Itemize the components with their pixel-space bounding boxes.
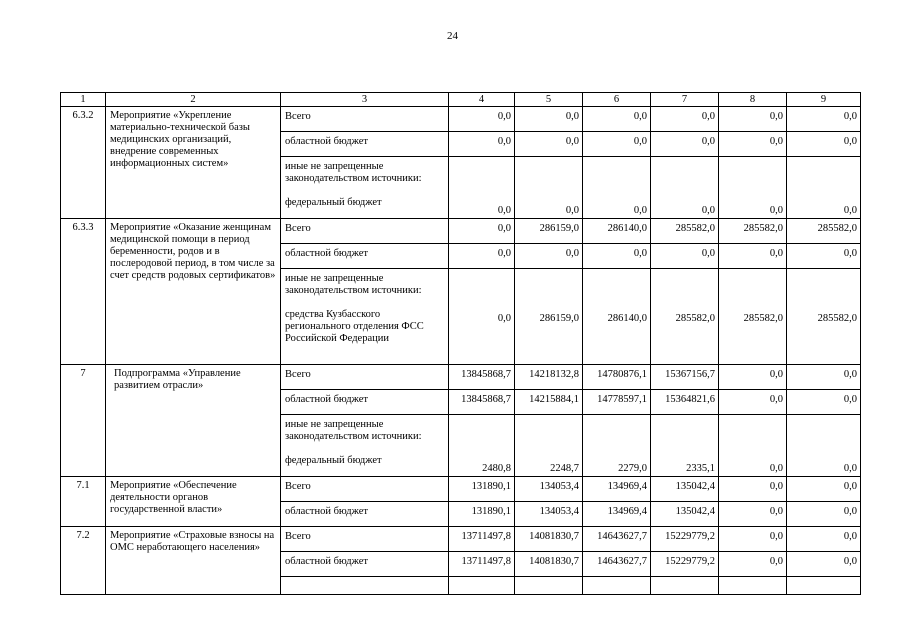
- funding-source: Всего: [281, 107, 449, 132]
- value-cell: 14778597,1: [583, 390, 651, 415]
- value-cell: 0,0: [651, 244, 719, 269]
- value-cell: 286159,0: [515, 219, 583, 244]
- value-cell: 0,0: [583, 132, 651, 157]
- value-cell: 0,0: [719, 390, 787, 415]
- funding-source-group: [281, 157, 449, 219]
- value-cell: 14643627,7: [583, 552, 651, 577]
- other-sources-note: иные не запрещенные законодательством источники:: [285, 273, 422, 296]
- value-cell: 134053,4: [515, 477, 583, 502]
- funding-source: областной бюджет: [281, 552, 449, 577]
- column-header: 9: [787, 93, 861, 107]
- funding-source: областной бюджет: [281, 132, 449, 157]
- value-cell: 286140,0: [583, 219, 651, 244]
- value-cell: 13711497,8: [449, 527, 515, 552]
- empty-cell: [515, 577, 583, 595]
- value-cell: 14643627,7: [583, 527, 651, 552]
- value-cell: 0,0: [449, 157, 515, 219]
- funding-source: областной бюджет: [281, 390, 449, 415]
- value-cell: 0,0: [787, 527, 861, 552]
- value-cell: 0,0: [449, 132, 515, 157]
- value-cell: 135042,4: [651, 477, 719, 502]
- value-cell: 0,0: [583, 107, 651, 132]
- value-cell: 0,0: [449, 244, 515, 269]
- empty-cell: [651, 577, 719, 595]
- value-cell: 134969,4: [583, 502, 651, 527]
- value-cell: 2480,8: [449, 415, 515, 477]
- value-cell: 15229779,2: [651, 527, 719, 552]
- column-header: 4: [449, 93, 515, 107]
- value-cell: 134053,4: [515, 502, 583, 527]
- table-row: [61, 477, 861, 502]
- empty-cell: [281, 577, 449, 595]
- value-cell: 135042,4: [651, 502, 719, 527]
- value-cell: 0,0: [719, 477, 787, 502]
- value-cell: 2335,1: [651, 415, 719, 477]
- empty-cell: [719, 577, 787, 595]
- funding-source: Всего: [281, 527, 449, 552]
- funding-source: областной бюджет: [281, 244, 449, 269]
- value-cell: 14780876,1: [583, 365, 651, 390]
- value-cell: 14081830,7: [515, 552, 583, 577]
- value-cell: 286159,0: [515, 269, 583, 365]
- value-cell: 0,0: [515, 107, 583, 132]
- row-number: 7.2: [61, 527, 106, 595]
- page-number: 24: [447, 30, 458, 42]
- budget-table: [60, 92, 861, 595]
- value-cell: 0,0: [651, 107, 719, 132]
- row-number: 6.3.3: [61, 219, 106, 365]
- value-cell: 15367156,7: [651, 365, 719, 390]
- value-cell: 285582,0: [651, 269, 719, 365]
- other-sources-note: иные не запрещенные законодательством источники:: [285, 419, 422, 442]
- value-cell: 0,0: [787, 502, 861, 527]
- value-cell: 0,0: [787, 415, 861, 477]
- value-cell: 0,0: [719, 502, 787, 527]
- value-cell: 285582,0: [787, 269, 861, 365]
- value-cell: 0,0: [787, 390, 861, 415]
- value-cell: 0,0: [583, 157, 651, 219]
- value-cell: 0,0: [651, 157, 719, 219]
- column-header: 7: [651, 93, 719, 107]
- column-header: 5: [515, 93, 583, 107]
- column-header: 8: [719, 93, 787, 107]
- funding-source: Всего: [281, 365, 449, 390]
- value-cell: 2279,0: [583, 415, 651, 477]
- empty-cell: [583, 577, 651, 595]
- value-cell: 0,0: [651, 132, 719, 157]
- funding-source: Всего: [281, 477, 449, 502]
- value-cell: 285582,0: [787, 219, 861, 244]
- value-cell: 0,0: [583, 244, 651, 269]
- value-cell: 0,0: [787, 477, 861, 502]
- value-cell: 15364821,6: [651, 390, 719, 415]
- value-cell: 2248,7: [515, 415, 583, 477]
- funding-source-group: [281, 415, 449, 477]
- value-cell: 0,0: [719, 527, 787, 552]
- empty-cell: [449, 577, 515, 595]
- value-cell: 285582,0: [719, 219, 787, 244]
- value-cell: 14215884,1: [515, 390, 583, 415]
- value-cell: 0,0: [787, 107, 861, 132]
- value-cell: 14081830,7: [515, 527, 583, 552]
- value-cell: 0,0: [787, 365, 861, 390]
- activity-name: Подпрограмма «Управление развитием отрасли»: [106, 365, 281, 477]
- value-cell: 13711497,8: [449, 552, 515, 577]
- value-cell: 0,0: [787, 552, 861, 577]
- value-cell: 13845868,7: [449, 365, 515, 390]
- table-row: [61, 107, 861, 132]
- value-cell: 0,0: [449, 107, 515, 132]
- value-cell: 13845868,7: [449, 390, 515, 415]
- activity-name: Мероприятие «Обеспечение деятельности органов государственной власти»: [106, 477, 281, 527]
- value-cell: 0,0: [787, 157, 861, 219]
- activity-name: Мероприятие «Страховые взносы на ОМС неработающего населения»: [106, 527, 281, 595]
- header-row: [61, 93, 861, 107]
- column-header: 3: [281, 93, 449, 107]
- value-cell: 0,0: [719, 415, 787, 477]
- value-cell: 0,0: [719, 244, 787, 269]
- column-header: 2: [106, 93, 281, 107]
- funding-source: средства Кузбасского регионального отделения ФСС Российской Федерации: [285, 309, 424, 344]
- value-cell: 134969,4: [583, 477, 651, 502]
- activity-name: Мероприятие «Укрепление материально-технической базы медицинских организаций, внедрение современных информационных систем»: [106, 107, 281, 219]
- value-cell: 0,0: [449, 269, 515, 365]
- row-number: 7: [61, 365, 106, 477]
- activity-name: Мероприятие «Оказание женщинам медицинской помощи в период беременности, родов и в послеродовой период, в том числе за счет средств родовых сертификатов»: [106, 219, 281, 365]
- value-cell: 0,0: [719, 365, 787, 390]
- row-number: 7.1: [61, 477, 106, 527]
- value-cell: 0,0: [515, 157, 583, 219]
- value-cell: 0,0: [787, 132, 861, 157]
- value-cell: 0,0: [719, 132, 787, 157]
- value-cell: 15229779,2: [651, 552, 719, 577]
- row-number: 6.3.2: [61, 107, 106, 219]
- value-cell: 14218132,8: [515, 365, 583, 390]
- column-header: 6: [583, 93, 651, 107]
- value-cell: 0,0: [449, 219, 515, 244]
- value-cell: 0,0: [515, 132, 583, 157]
- column-header: 1: [61, 93, 106, 107]
- value-cell: 285582,0: [719, 269, 787, 365]
- empty-cell: [787, 577, 861, 595]
- value-cell: 285582,0: [651, 219, 719, 244]
- value-cell: 131890,1: [449, 477, 515, 502]
- value-cell: 0,0: [719, 107, 787, 132]
- other-sources-note: иные не запрещенные законодательством источники:: [285, 161, 422, 184]
- funding-source: областной бюджет: [281, 502, 449, 527]
- funding-source-group: [281, 269, 449, 365]
- value-cell: 0,0: [719, 552, 787, 577]
- table-row: [61, 219, 861, 244]
- value-cell: 0,0: [719, 157, 787, 219]
- value-cell: 131890,1: [449, 502, 515, 527]
- table-row: [61, 527, 861, 552]
- funding-source: Всего: [281, 219, 449, 244]
- table-row: [61, 365, 861, 390]
- value-cell: 0,0: [515, 244, 583, 269]
- value-cell: 286140,0: [583, 269, 651, 365]
- funding-source: федеральный бюджет: [285, 197, 382, 208]
- funding-source: федеральный бюджет: [285, 455, 382, 466]
- value-cell: 0,0: [787, 244, 861, 269]
